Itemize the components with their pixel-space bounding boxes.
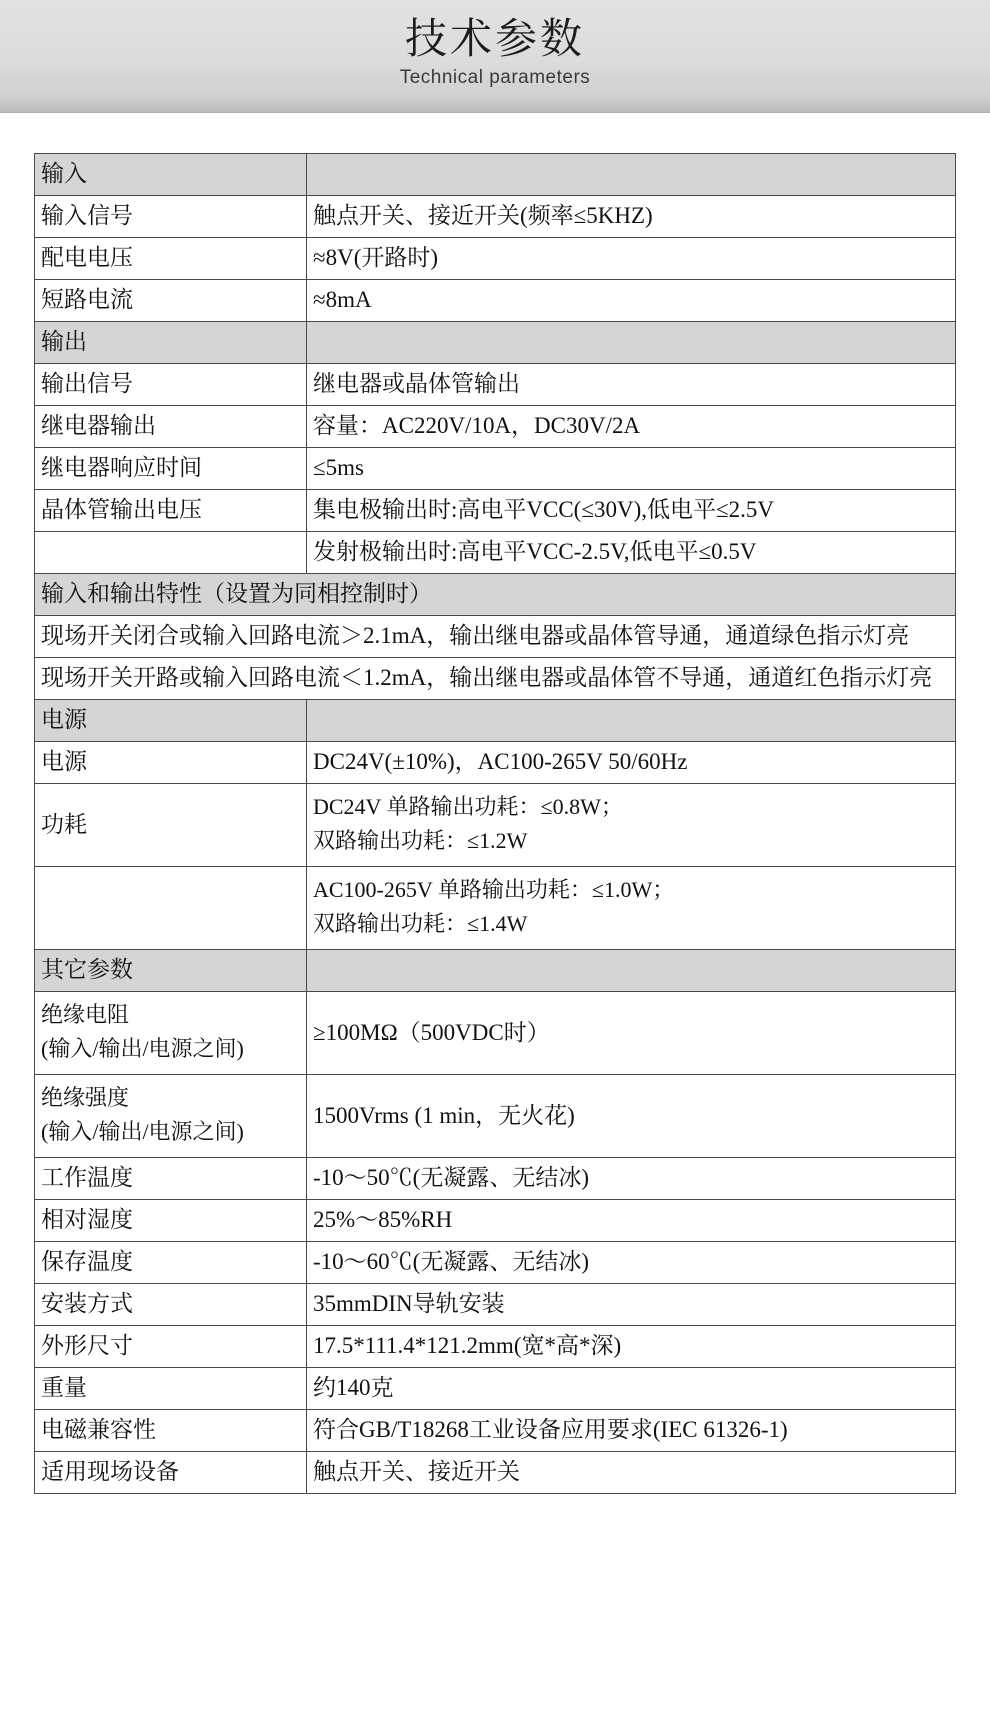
- row-value: -10～50℃(无凝露、无结冰): [307, 1158, 956, 1200]
- row-value: ≥100MΩ（500VDC时）: [307, 992, 956, 1075]
- row-value-multiline: [307, 867, 956, 950]
- table-row: [35, 867, 956, 950]
- table-row: [35, 1075, 956, 1158]
- row-label-empty: [35, 867, 307, 950]
- row-label: 输入信号: [35, 196, 307, 238]
- table-row: [35, 1158, 956, 1200]
- table-row: [35, 532, 956, 574]
- row-value: ≤5ms: [307, 448, 956, 490]
- row-label-line2: (输入/输出/电源之间): [41, 1036, 244, 1061]
- row-label: 保存温度: [35, 1242, 307, 1284]
- row-value-line2: 双路输出功耗：≤1.2W: [313, 828, 528, 853]
- row-label-multiline: [35, 992, 307, 1075]
- table-row: [35, 364, 956, 406]
- row-label: 电磁兼容性: [35, 1410, 307, 1452]
- table-row: [35, 1200, 956, 1242]
- page-title: 技术参数: [404, 17, 585, 63]
- table-row: [35, 574, 956, 616]
- table-row: [35, 658, 956, 700]
- row-label: 继电器响应时间: [35, 448, 307, 490]
- row-value-line1: DC24V 单路输出功耗：≤0.8W；: [313, 794, 623, 819]
- section-label: 其它参数: [35, 950, 307, 992]
- table-row: [35, 992, 956, 1075]
- row-label-multiline: [35, 1075, 307, 1158]
- section-filler: [307, 950, 956, 992]
- row-value-line2: 双路输出功耗：≤1.4W: [313, 911, 528, 936]
- row-label: 重量: [35, 1368, 307, 1410]
- page-banner: [0, 0, 990, 113]
- table-row: [35, 490, 956, 532]
- section-label: 电源: [35, 700, 307, 742]
- row-label: 适用现场设备: [35, 1452, 307, 1494]
- row-label-line1: 绝缘强度: [41, 1085, 130, 1110]
- row-label-empty: [35, 532, 307, 574]
- row-value: 符合GB/T18268工业设备应用要求(IEC 61326-1): [307, 1410, 956, 1452]
- table-row: [35, 280, 956, 322]
- table-row: [35, 1452, 956, 1494]
- table-row: [35, 950, 956, 992]
- table-row: [35, 1368, 956, 1410]
- row-value: ≈8mA: [307, 280, 956, 322]
- row-value: 现场开关闭合或输入回路电流＞2.1mA，输出继电器或晶体管导通，通道绿色指示灯亮: [35, 616, 956, 658]
- row-value: 1500Vrms (1 min，无火花): [307, 1075, 956, 1158]
- row-label: 晶体管输出电压: [35, 490, 307, 532]
- row-label: 短路电流: [35, 280, 307, 322]
- row-value: 25%～85%RH: [307, 1200, 956, 1242]
- row-label-line2: (输入/输出/电源之间): [41, 1119, 244, 1144]
- table-row: [35, 742, 956, 784]
- row-value: 35mmDIN导轨安装: [307, 1284, 956, 1326]
- row-label: 继电器输出: [35, 406, 307, 448]
- row-value: 约140克: [307, 1368, 956, 1410]
- section-label: 输入: [35, 154, 307, 196]
- row-value: 触点开关、接近开关: [307, 1452, 956, 1494]
- row-value: 触点开关、接近开关(频率≤5KHZ): [307, 196, 956, 238]
- table-row: [35, 1326, 956, 1368]
- row-label: 工作温度: [35, 1158, 307, 1200]
- row-label: 相对湿度: [35, 1200, 307, 1242]
- table-row: [35, 238, 956, 280]
- table-row: [35, 1410, 956, 1452]
- table-row: [35, 154, 956, 196]
- spec-table: [34, 153, 956, 1494]
- table-row: [35, 700, 956, 742]
- row-value: 发射极输出时:高电平VCC-2.5V,低电平≤0.5V: [307, 532, 956, 574]
- row-value: 现场开关开路或输入回路电流＜1.2mA，输出继电器或晶体管不导通，通道红色指示灯亮: [35, 658, 956, 700]
- row-label: 安装方式: [35, 1284, 307, 1326]
- section-label: 输出: [35, 322, 307, 364]
- row-value: 集电极输出时:高电平VCC(≤30V),低电平≤2.5V: [307, 490, 956, 532]
- table-row: [35, 196, 956, 238]
- row-value: -10～60℃(无凝露、无结冰): [307, 1242, 956, 1284]
- row-value-line1: AC100-265V 单路输出功耗：≤1.0W；: [313, 877, 675, 902]
- row-label-line1: 绝缘电阻: [41, 1002, 130, 1027]
- table-row: [35, 616, 956, 658]
- row-label: 电源: [35, 742, 307, 784]
- table-row: [35, 448, 956, 490]
- row-value-multiline: [307, 784, 956, 867]
- spec-table-wrap: [0, 113, 990, 1494]
- table-row: [35, 784, 956, 867]
- row-label: 配电电压: [35, 238, 307, 280]
- row-value: 容量：AC220V/10A，DC30V/2A: [307, 406, 956, 448]
- row-label: 输出信号: [35, 364, 307, 406]
- row-value: 17.5*111.4*121.2mm(宽*高*深): [307, 1326, 956, 1368]
- table-row: [35, 406, 956, 448]
- table-row: [35, 322, 956, 364]
- row-label: 功耗: [35, 784, 307, 867]
- page-subtitle: Technical parameters: [399, 67, 591, 88]
- section-filler: [307, 700, 956, 742]
- section-filler: [307, 154, 956, 196]
- row-value: 继电器或晶体管输出: [307, 364, 956, 406]
- table-row: [35, 1242, 956, 1284]
- table-row: [35, 1284, 956, 1326]
- row-value: DC24V(±10%)，AC100-265V 50/60Hz: [307, 742, 956, 784]
- row-label: 外形尺寸: [35, 1326, 307, 1368]
- section-label: 输入和输出特性（设置为同相控制时）: [35, 574, 956, 616]
- section-filler: [307, 322, 956, 364]
- row-value: ≈8V(开路时): [307, 238, 956, 280]
